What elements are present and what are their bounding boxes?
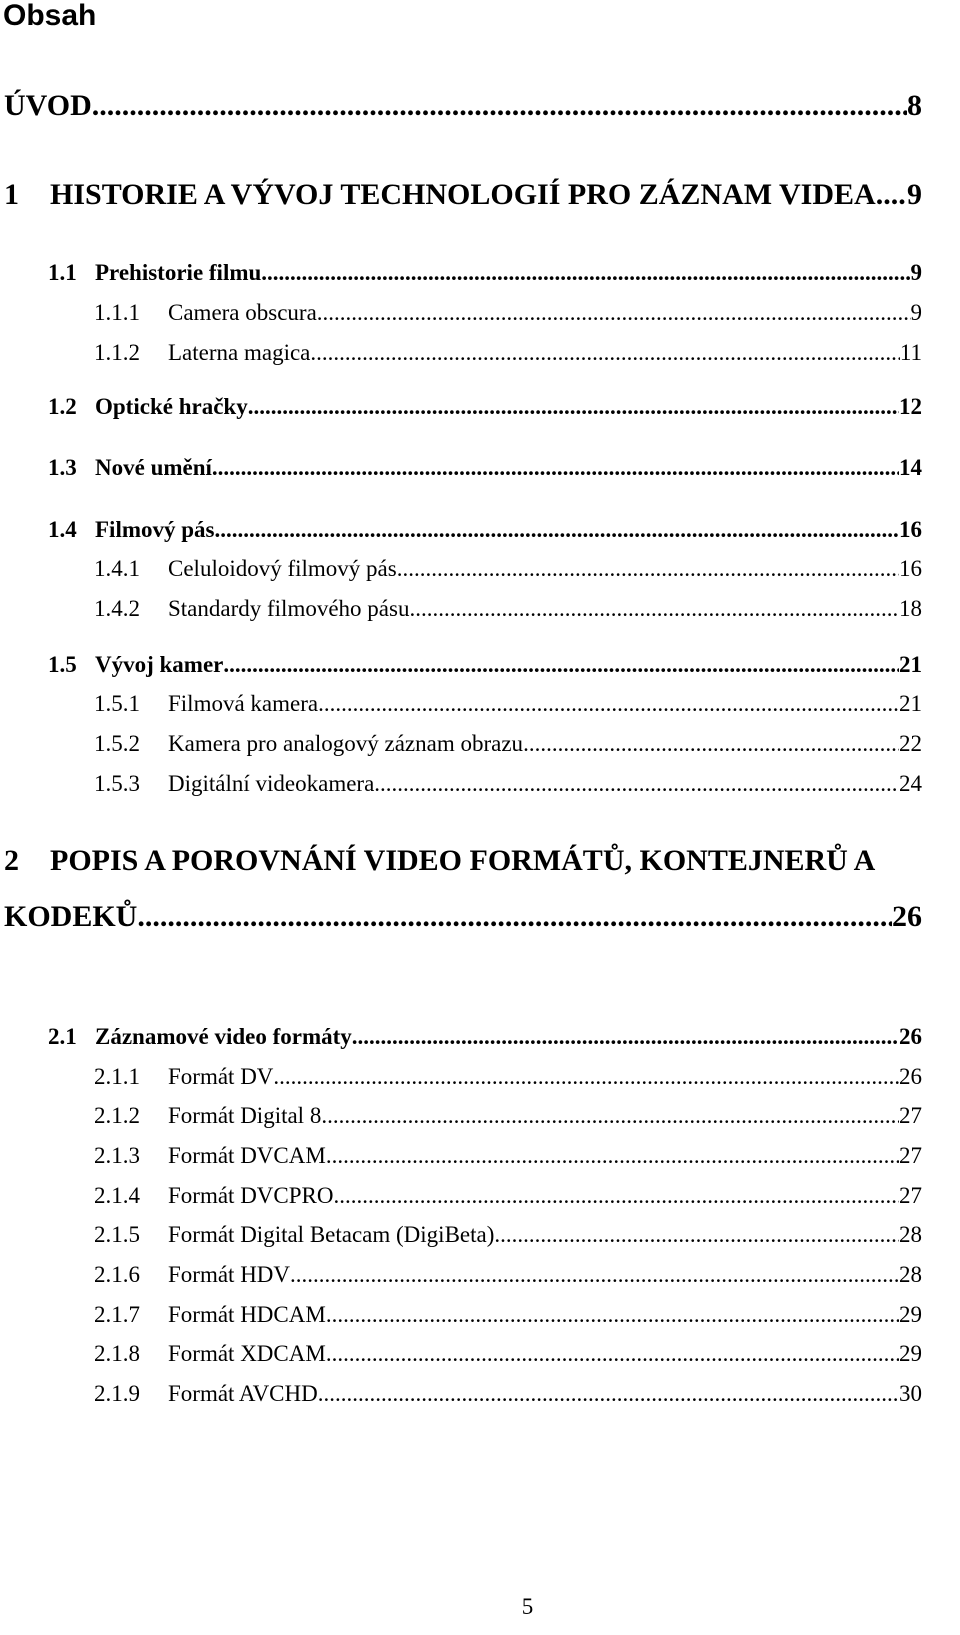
toc-entry-page: 30 bbox=[899, 1381, 922, 1406]
toc-entry-label: Formát Digital Betacam (DigiBeta) bbox=[168, 1222, 495, 1247]
toc-entry[interactable] bbox=[94, 1063, 922, 1091]
toc-entry-number: 1 bbox=[4, 178, 19, 211]
toc-entry-number: 1.2 bbox=[48, 394, 77, 419]
toc-entry-label: Nové umění bbox=[95, 455, 212, 480]
toc-entry-label: Formát HDCAM bbox=[168, 1302, 326, 1327]
toc-entry[interactable] bbox=[48, 393, 922, 421]
toc-entry-page: 9 bbox=[907, 178, 922, 211]
toc-leader-dots bbox=[273, 1063, 899, 1091]
toc-entry[interactable] bbox=[94, 1102, 922, 1130]
toc-entry-number: 2.1.3 bbox=[94, 1143, 140, 1168]
toc-entry-number: 1.4.2 bbox=[94, 596, 140, 621]
toc-entry-page: 21 bbox=[899, 691, 922, 716]
toc-entry[interactable] bbox=[94, 339, 922, 367]
toc-entry-label: Formát DVCPRO bbox=[168, 1183, 334, 1208]
toc-entry[interactable] bbox=[94, 555, 922, 583]
toc-entry-number: 1.5.2 bbox=[94, 731, 140, 756]
toc-entry[interactable] bbox=[48, 1023, 922, 1051]
toc-entry[interactable] bbox=[94, 1380, 922, 1408]
toc-entry-number: 2.1 bbox=[48, 1024, 77, 1049]
toc-leader-dots bbox=[212, 454, 899, 482]
toc-entry-page: 24 bbox=[899, 771, 922, 796]
toc-entry[interactable] bbox=[48, 516, 922, 544]
toc-leader-dots bbox=[321, 1102, 899, 1130]
toc-entry-page: 8 bbox=[907, 89, 922, 122]
toc-leader-dots bbox=[397, 555, 899, 583]
toc-entry-number: 1.3 bbox=[48, 455, 77, 480]
toc-entry-page: 18 bbox=[899, 596, 922, 621]
toc-leader-dots bbox=[248, 393, 899, 421]
toc-entry-number: 1.1.1 bbox=[94, 300, 140, 325]
toc-entry-label: Celuloidový filmový pás bbox=[168, 556, 397, 581]
toc-entry-label-continued: KODEKŮ bbox=[4, 900, 138, 933]
toc-entry-number: 2.1.9 bbox=[94, 1381, 140, 1406]
toc-leader-dots bbox=[334, 1182, 900, 1210]
toc-leader-dots bbox=[326, 1340, 899, 1368]
toc-entry-intro[interactable] bbox=[0, 88, 924, 124]
toc-entry[interactable] bbox=[48, 454, 922, 482]
toc-entry-label: Kamera pro analogový záznam obrazu bbox=[168, 731, 524, 756]
toc-entry-label: Záznamové video formáty bbox=[95, 1024, 352, 1049]
toc-leader-dots bbox=[352, 1023, 899, 1051]
toc-entry[interactable] bbox=[48, 651, 922, 679]
toc-entry-label: Optické hračky bbox=[95, 394, 248, 419]
toc-entry-number: 1.1.2 bbox=[94, 340, 140, 365]
page-title: Obsah bbox=[3, 0, 97, 32]
toc-leader-dots bbox=[223, 651, 899, 679]
toc-entry-chapter-2[interactable] bbox=[0, 843, 922, 935]
toc-leader-dots bbox=[318, 1380, 899, 1408]
toc-entry-page: 9 bbox=[910, 300, 922, 325]
toc-entry-label: ÚVOD bbox=[4, 89, 92, 122]
toc-leader-dots bbox=[883, 177, 907, 213]
toc-entry[interactable] bbox=[48, 259, 922, 287]
toc-entry[interactable] bbox=[94, 730, 922, 758]
toc-entry-label: Standardy filmového pásu bbox=[168, 596, 410, 621]
toc-leader-dots bbox=[326, 1142, 899, 1170]
toc-entry-label: Formát DV bbox=[168, 1064, 274, 1089]
toc-entry-label: Digitální videokamera bbox=[168, 771, 375, 796]
toc-entry[interactable] bbox=[94, 690, 922, 718]
toc-entry-page: 26 bbox=[899, 1024, 922, 1049]
toc-entry-page: 14 bbox=[899, 455, 922, 480]
toc-leader-dots bbox=[494, 1221, 899, 1249]
toc-entry-page: 21 bbox=[899, 652, 922, 677]
toc-entry-number: 2.1.2 bbox=[94, 1103, 140, 1128]
toc-entry-label: Vývoj kamer bbox=[95, 652, 224, 677]
toc-entry[interactable] bbox=[94, 770, 922, 798]
toc-leader-dots bbox=[137, 899, 892, 935]
toc-entry-number: 1.1 bbox=[48, 260, 77, 285]
toc-leader-dots bbox=[290, 1261, 899, 1289]
toc-entry-number: 2.1.1 bbox=[94, 1064, 140, 1089]
toc-leader-dots bbox=[310, 339, 899, 367]
toc-entry-page: 27 bbox=[899, 1183, 922, 1208]
toc-entry-page: 9 bbox=[910, 260, 922, 285]
toc-entry[interactable] bbox=[94, 595, 922, 623]
toc-leader-dots bbox=[317, 299, 911, 327]
toc-entry-label: POPIS A POROVNÁNÍ VIDEO FORMÁTŮ, KONTEJNERŮ A bbox=[50, 844, 876, 877]
toc-entry-page: 27 bbox=[899, 1103, 922, 1128]
toc-entry-number: 1.5.3 bbox=[94, 771, 140, 796]
toc-entry-label: Formát AVCHD bbox=[168, 1381, 318, 1406]
toc-leader-dots bbox=[523, 730, 899, 758]
toc-entry[interactable] bbox=[94, 1340, 922, 1368]
toc-leader-dots bbox=[92, 88, 907, 124]
toc-entry-page: 27 bbox=[899, 1143, 922, 1168]
toc-entry[interactable] bbox=[94, 1221, 922, 1249]
toc-entry-number: 2.1.8 bbox=[94, 1341, 140, 1366]
toc-entry[interactable] bbox=[94, 1261, 922, 1289]
page-number: 5 bbox=[521, 1594, 534, 1619]
toc-entry[interactable] bbox=[94, 299, 922, 327]
toc-entry-number: 2 bbox=[4, 844, 19, 877]
toc-entry-page: 22 bbox=[899, 731, 922, 756]
toc-entry[interactable] bbox=[94, 1182, 922, 1210]
toc-entry-page: 26 bbox=[892, 900, 922, 933]
toc-entry-number: 1.4 bbox=[48, 517, 77, 542]
toc-entry-label: Camera obscura bbox=[168, 300, 317, 325]
toc-leader-dots bbox=[261, 259, 910, 287]
toc-entry-label: Formát XDCAM bbox=[168, 1341, 326, 1366]
toc-entry-label: Prehistorie filmu bbox=[95, 260, 262, 285]
toc-entry-number: 2.1.5 bbox=[94, 1222, 140, 1247]
toc-entry-label: Formát Digital 8 bbox=[168, 1103, 322, 1128]
toc-entry-page: 12 bbox=[899, 394, 922, 419]
toc-entry-page: 29 bbox=[899, 1341, 922, 1366]
toc-entry-page: 29 bbox=[899, 1302, 922, 1327]
toc-entry-label: Filmová kamera bbox=[168, 691, 319, 716]
toc-leader-dots bbox=[326, 1301, 899, 1329]
toc-entry-page: 26 bbox=[899, 1064, 922, 1089]
toc-leader-dots bbox=[318, 690, 899, 718]
toc-entry[interactable] bbox=[94, 1142, 922, 1170]
toc-entry-page: 11 bbox=[899, 340, 922, 365]
toc-entry-number: 2.1.7 bbox=[94, 1302, 140, 1327]
toc-entry-number: 1.4.1 bbox=[94, 556, 140, 581]
toc-entry-label: Laterna magica bbox=[168, 340, 311, 365]
toc-entry-number: 2.1.4 bbox=[94, 1183, 140, 1208]
toc-entry-label: Formát HDV bbox=[168, 1262, 291, 1287]
toc-entry-label: Formát DVCAM bbox=[168, 1143, 326, 1168]
toc-leader-dots bbox=[374, 770, 899, 798]
toc-entry-label: Filmový pás bbox=[95, 517, 215, 542]
toc-entry-number: 2.1.6 bbox=[94, 1262, 140, 1287]
toc-entry[interactable] bbox=[94, 1301, 922, 1329]
toc-entry-page: 16 bbox=[899, 556, 922, 581]
toc-entry-page: 28 bbox=[899, 1262, 922, 1287]
toc-entry-label: HISTORIE A VÝVOJ TECHNOLOGIÍ PRO ZÁZNAM VIDEA. bbox=[50, 178, 884, 211]
toc-entry-number: 1.5.1 bbox=[94, 691, 140, 716]
toc-leader-dots bbox=[214, 516, 899, 544]
toc-entry-number: 1.5 bbox=[48, 652, 77, 677]
toc-leader-dots bbox=[409, 595, 899, 623]
toc-entry-page: 16 bbox=[899, 517, 922, 542]
toc-entry-chapter-1[interactable] bbox=[0, 177, 924, 213]
toc-entry-page: 28 bbox=[899, 1222, 922, 1247]
